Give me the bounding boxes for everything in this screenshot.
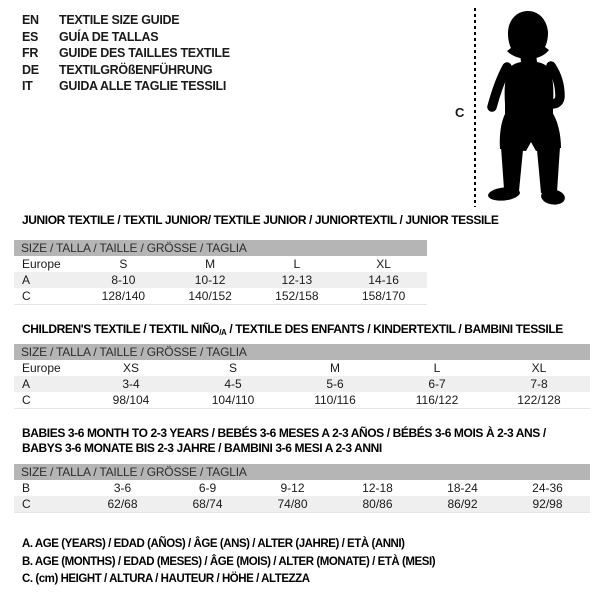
size-cell: 24-36	[532, 481, 563, 495]
size-cell: 8-10	[111, 273, 136, 287]
lang-row-it	[22, 78, 230, 95]
size-header-bar: SIZE / TALLA / TAILLE / GRÖSSE / TAGLIA	[14, 240, 427, 256]
lang-title: GUIDA ALLE TAGLIE TESSILI	[59, 79, 227, 93]
children-title-pre: CHILDREN'S TEXTILE / TEXTIL NIÑO	[22, 322, 220, 336]
lang-title: TEXTILGRÖßENFÜHRUNG	[59, 62, 213, 77]
children-title-subscript: /A	[219, 328, 227, 337]
row-label: C	[22, 289, 31, 303]
table-row	[14, 360, 590, 376]
size-cell: 4-5	[224, 377, 242, 391]
children-section-title	[22, 322, 563, 341]
row-label: C	[22, 393, 31, 407]
size-cell: 104/110	[211, 393, 255, 407]
size-cell: 116/122	[415, 393, 459, 407]
junior-size-table	[14, 240, 427, 305]
size-cell: M	[205, 257, 216, 271]
lang-code: EN	[22, 13, 39, 27]
table-row	[14, 480, 590, 496]
babies-section-title-line1: BABIES 3-6 MONTH TO 2-3 YEARS / BEBÉS 3-6 MESES A 2-3 AÑOS / BÉBÉS 3-6 MOIS À 2-3 ANS /	[22, 426, 546, 440]
size-cell: 6-7	[428, 377, 446, 391]
lang-code: FR	[22, 46, 39, 60]
size-cell: 9-12	[280, 481, 305, 495]
babies-section-title-line2: BABYS 3-6 MONATE BIS 2-3 JAHRE / BAMBINI 3-6 MESI A 2-3 ANNI	[22, 441, 382, 455]
table-row	[14, 496, 590, 512]
size-cell: 3-6	[113, 481, 132, 495]
size-cell: 74/80	[277, 497, 308, 511]
children-size-table	[14, 344, 590, 409]
size-cell: 68/74	[192, 497, 223, 511]
size-cell: 14-16	[368, 273, 399, 287]
lang-row-de	[22, 62, 230, 79]
size-cell: L	[293, 257, 301, 271]
lang-row-fr	[22, 45, 230, 62]
table-row	[14, 376, 590, 392]
size-cell: 3-4	[122, 377, 140, 391]
table-row	[14, 272, 427, 288]
size-cell: 7-8	[530, 377, 548, 391]
table-row	[14, 256, 427, 272]
row-label: Europe	[22, 361, 61, 375]
height-measure-label: C	[455, 105, 465, 120]
size-header-bar: SIZE / TALLA / TAILLE / GRÖSSE / TAGLIA	[14, 344, 590, 360]
height-measure-dashed-line	[474, 8, 476, 207]
footnote-age-years: A. AGE (YEARS) / EDAD (AÑOS) / ÂGE (ANS) / ALTER (JAHRE) / ETÀ (ANNI)	[22, 538, 405, 550]
size-cell: 5-6	[326, 377, 344, 391]
size-cell: 18-24	[447, 481, 478, 495]
size-cell: 122/128	[517, 393, 561, 407]
lang-title: TEXTILE SIZE GUIDE	[59, 13, 180, 27]
size-cell: 98/104	[112, 393, 150, 407]
size-cell: XS	[122, 361, 139, 375]
size-cell: M	[330, 361, 340, 375]
size-cell: XL	[531, 361, 547, 375]
size-cell: 158/170	[361, 289, 406, 303]
lang-title: GUIDE DES TAILLES TEXTILE	[59, 46, 230, 60]
table-row	[14, 392, 590, 408]
language-header	[22, 12, 230, 95]
size-cell: XL	[376, 257, 391, 271]
lang-row-en	[22, 12, 230, 29]
size-cell: 92/98	[532, 497, 563, 511]
footnote-age-months: B. AGE (MONTHS) / EDAD (MESES) / ÂGE (MOIS) / ALTER (MONATE) / ETÀ (MESI)	[22, 555, 436, 568]
size-cell: 10-12	[194, 273, 226, 287]
row-label: C	[22, 497, 31, 511]
footnotes	[22, 536, 435, 589]
lang-code: ES	[22, 29, 39, 44]
row-label: B	[22, 481, 31, 495]
size-cell: 12-13	[281, 273, 313, 287]
row-label: A	[22, 273, 31, 287]
children-title-post: / TEXTILE DES ENFANTS / KINDERTEXTIL / BAMBINI TESSILE	[226, 322, 563, 336]
size-header-bar: SIZE / TALLA / TAILLE / GRÖSSE / TAGLIA	[14, 464, 590, 480]
size-cell: 110/116	[314, 393, 356, 407]
size-cell: L	[433, 361, 441, 375]
row-label: A	[22, 377, 31, 391]
size-cell: 62/68	[107, 497, 138, 511]
footnote-height: C. (cm) HEIGHT / ALTURA / HAUTEUR / HÖHE / ALTEZZA	[22, 573, 310, 585]
size-cell: S	[228, 361, 237, 375]
row-label: Europe	[22, 257, 61, 271]
size-cell: 140/152	[188, 289, 232, 303]
size-cell: 80/86	[362, 497, 393, 511]
lang-code: DE	[22, 62, 39, 77]
lang-title: GUÍA DE TALLAS	[59, 29, 159, 44]
size-cell: 128/140	[101, 289, 146, 303]
toddler-silhouette-icon	[480, 8, 575, 208]
babies-size-table	[14, 464, 590, 513]
size-cell: 6-9	[198, 481, 217, 495]
size-cell: S	[119, 257, 128, 271]
size-cell: 86/92	[447, 497, 478, 511]
table-row	[14, 288, 427, 304]
size-cell: 152/158	[275, 289, 319, 303]
size-cell: 12-18	[362, 481, 393, 495]
lang-row-es	[22, 29, 230, 46]
lang-code: IT	[22, 79, 33, 93]
junior-section-title: JUNIOR TEXTILE / TEXTIL JUNIOR/ TEXTILE JUNIOR / JUNIORTEXTIL / JUNIOR TESSILE	[22, 213, 499, 227]
